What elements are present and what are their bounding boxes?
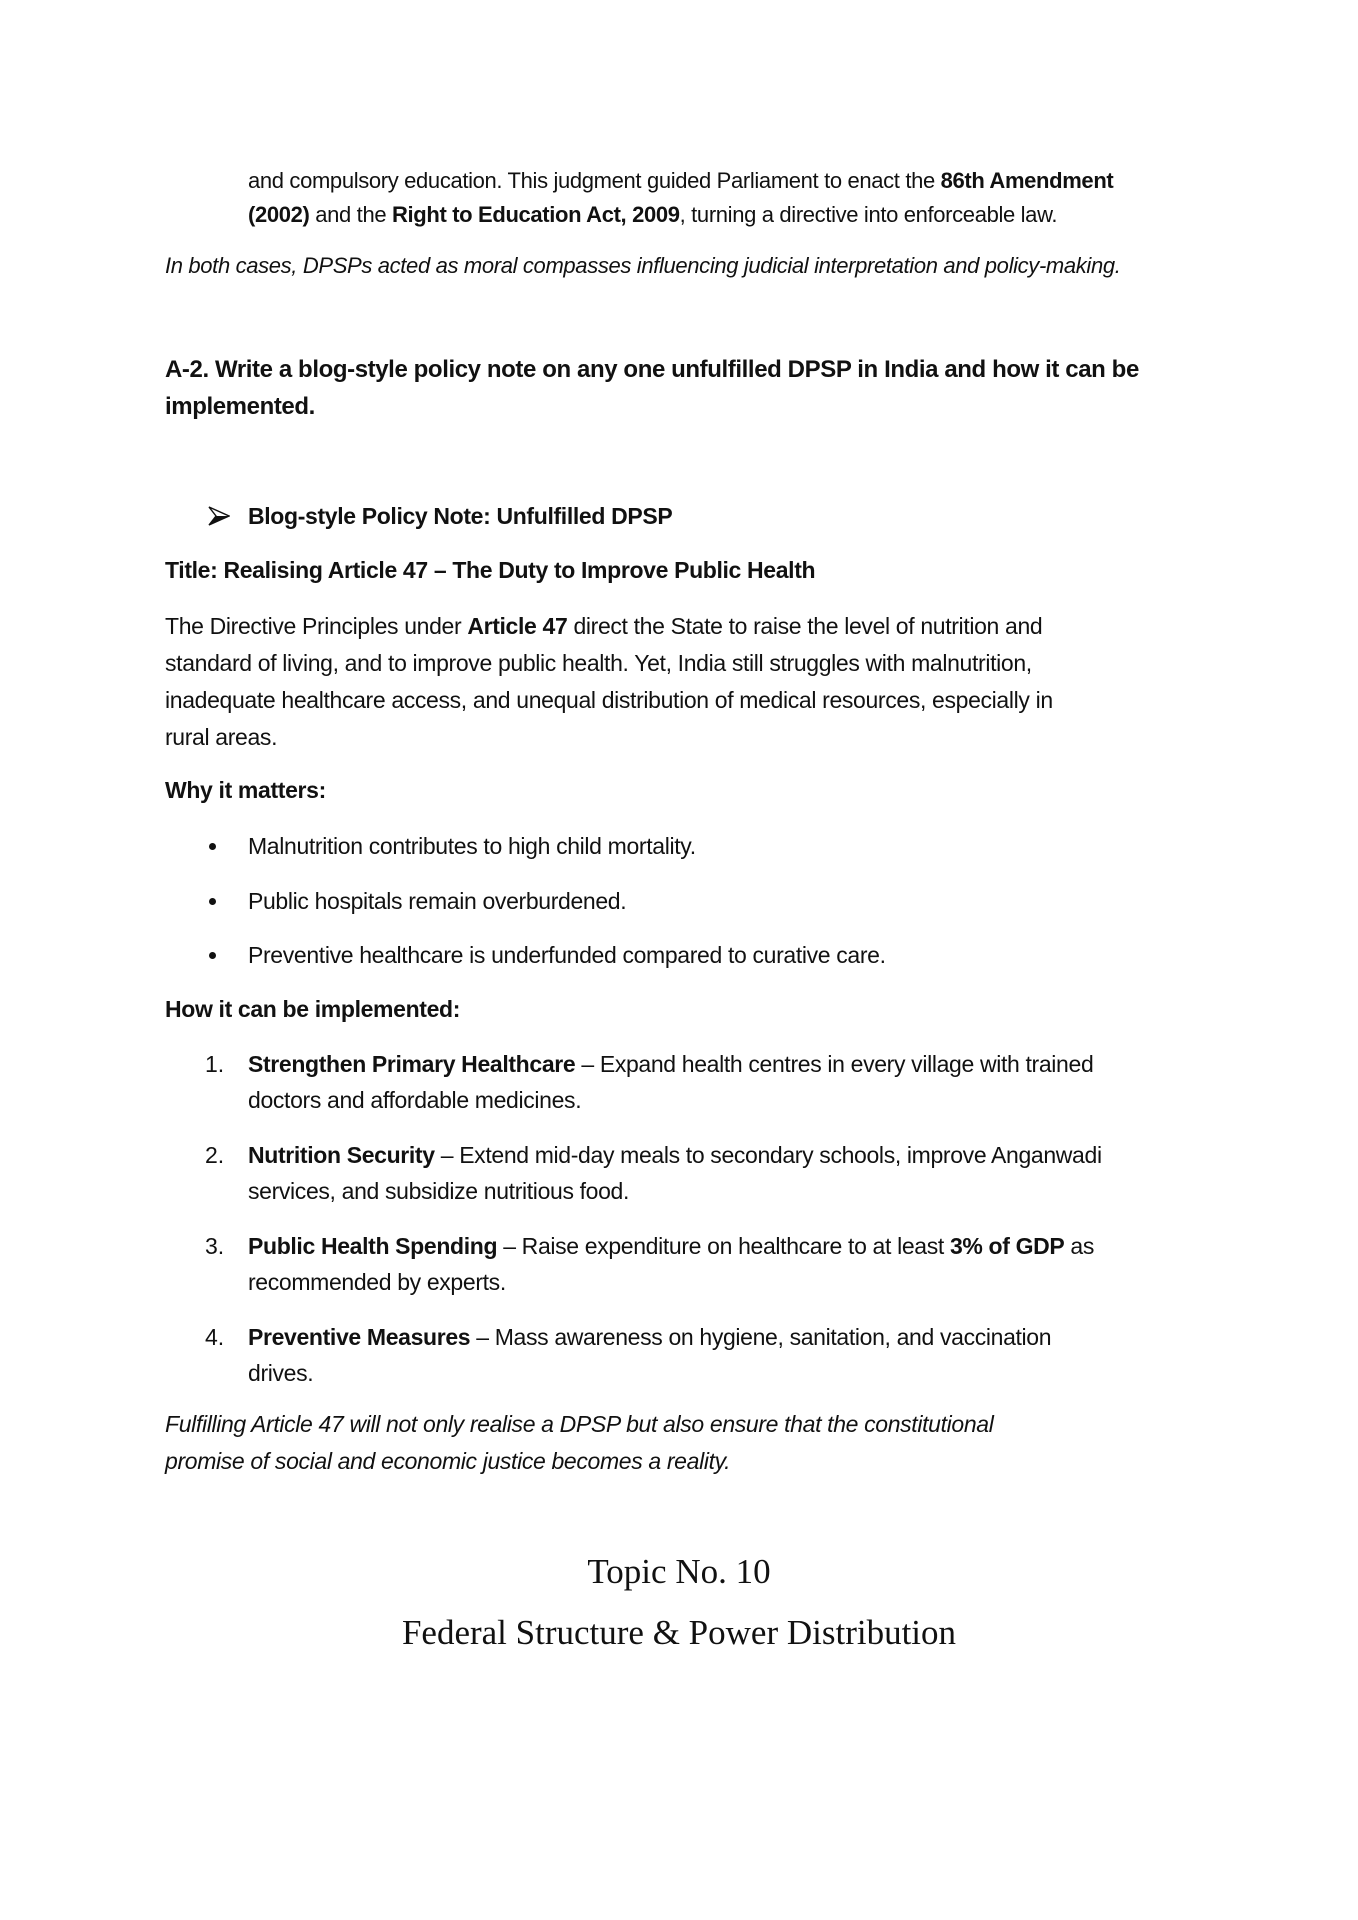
how-item-line-1 bbox=[248, 1228, 1094, 1264]
how-item-line-2: doctors and affordable medicines. bbox=[248, 1087, 582, 1113]
intro-line-2: standard of living, and to improve public health. Yet, India still struggles with malnutrition, bbox=[165, 650, 1032, 676]
topic-number: Topic No. 10 bbox=[587, 1552, 771, 1591]
continuation-conclusion: In both cases, DPSPs acted as moral compasses influencing judicial interpretation and policy-making. bbox=[165, 253, 1121, 278]
list-number: 3. bbox=[205, 1233, 225, 1259]
text: , turning a directive into enforceable law. bbox=[679, 202, 1058, 227]
intro-line-3: inadequate healthcare access, and unequal distribution of medical resources, especially in bbox=[165, 687, 1053, 713]
how-item-line-2: services, and subsidize nutritious food. bbox=[248, 1178, 630, 1204]
text: direct the State to raise the level of nutrition and bbox=[567, 613, 1043, 639]
bold-text: (2002) bbox=[248, 202, 310, 227]
intro-line-1 bbox=[165, 608, 1042, 644]
intro-line-4: rural areas. bbox=[165, 724, 278, 750]
topic-title: Federal Structure & Power Distribution bbox=[401, 1613, 957, 1652]
why-item: Preventive healthcare is underfunded compared to curative care. bbox=[248, 942, 886, 968]
continuation-line-1 bbox=[248, 163, 1113, 199]
question-heading-line-1: A-2. Write a blog-style policy note on any one unfulfilled DPSP in India and how it can be bbox=[165, 356, 1139, 383]
bold-text: Right to Education Act, 2009 bbox=[391, 202, 680, 227]
bold-text: Public Health Spending bbox=[248, 1233, 498, 1259]
text: The Directive Principles under bbox=[165, 613, 468, 639]
how-item-line-1 bbox=[248, 1319, 1051, 1355]
text: – Extend mid-day meals to secondary schools, improve Anganwadi bbox=[434, 1142, 1102, 1168]
bullet-icon bbox=[209, 843, 216, 850]
bold-text: 86th Amendment bbox=[940, 168, 1114, 193]
bold-text: Preventive Measures bbox=[248, 1324, 471, 1350]
question-heading-line-2: implemented. bbox=[165, 393, 315, 420]
list-number: 1. bbox=[205, 1051, 225, 1077]
continuation-line-2 bbox=[248, 197, 1057, 233]
why-item: Malnutrition contributes to high child mortality. bbox=[248, 833, 696, 859]
how-item-line-2: recommended by experts. bbox=[248, 1269, 506, 1295]
text: – Raise expenditure on healthcare to at least bbox=[497, 1233, 950, 1259]
bold-text: Strengthen Primary Healthcare bbox=[248, 1051, 576, 1077]
text: and compulsory education. This judgment guided Parliament to enact the bbox=[248, 168, 941, 193]
bullet-icon bbox=[209, 952, 216, 959]
why-item: Public hospitals remain overburdened. bbox=[248, 888, 627, 914]
list-number: 2. bbox=[205, 1142, 225, 1168]
how-heading: How it can be implemented: bbox=[165, 996, 461, 1022]
how-item-line-2: drives. bbox=[248, 1360, 314, 1386]
text: and the bbox=[309, 202, 392, 227]
text: – Mass awareness on hygiene, sanitation, and vaccination bbox=[470, 1324, 1052, 1350]
arrow-bullet-icon bbox=[208, 505, 230, 532]
text: – Expand health centres in every village with trained bbox=[575, 1051, 1094, 1077]
bold-text: Nutrition Security bbox=[248, 1142, 435, 1168]
blog-heading: Blog-style Policy Note: Unfulfilled DPSP bbox=[248, 503, 673, 529]
list-number: 4. bbox=[205, 1324, 225, 1350]
how-item-line-1 bbox=[248, 1046, 1093, 1082]
bullet-icon bbox=[209, 898, 216, 905]
how-item-line-1 bbox=[248, 1137, 1102, 1173]
bold-text: 3% of GDP bbox=[949, 1233, 1065, 1259]
bold-text: Article 47 bbox=[467, 613, 568, 639]
closing-line-1: Fulfilling Article 47 will not only realise a DPSP but also ensure that the constitutional bbox=[165, 1411, 994, 1437]
why-heading: Why it matters: bbox=[165, 777, 326, 803]
blog-title: Title: Realising Article 47 – The Duty to Improve Public Health bbox=[165, 557, 816, 583]
text: as bbox=[1064, 1233, 1095, 1259]
closing-line-2: promise of social and economic justice becomes a reality. bbox=[165, 1448, 731, 1474]
